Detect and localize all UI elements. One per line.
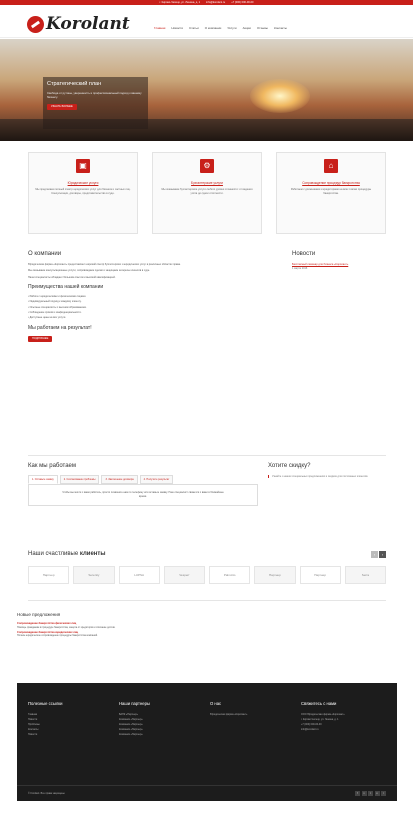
client-logo[interactable]: Serra [345,566,386,584]
carousel-arrows [371,551,386,558]
footer-col-partners [119,701,204,738]
phone-text: +7 (000) 000-00-00 [231,0,254,4]
partner-link[interactable]: Компания «Партнер» [119,717,143,721]
list-item: • Индивидуальный подход к каждому клиенту. [28,300,82,304]
building-icon: ⌂ [324,159,338,173]
about-section [28,250,258,342]
nav-item-promos[interactable]: Акции [242,26,251,30]
section-divider [28,455,386,456]
service-desc: Работаем с должниками и кредиторами на всех этапах процедуры банкротства. [290,188,372,195]
address-text: г. Кирово-Чепецк, ул. Ленина, д. 1 [159,0,201,4]
offer-text: Полное юридическое сопровождение процедуры банкротства компаний. [17,634,98,638]
tab-content: Чтобы мы могли с вами работать, просто позвоните нам по телефону или оставьте заявку. Наш специалист свяжется с вами в ближайшее время. [28,484,258,506]
gears-icon: ⚙ [200,159,214,173]
clients-title [28,550,105,558]
list-item: • Работа с юридическими и физическими лицами. [28,294,87,298]
news-title: Новости [292,251,316,257]
chevron-right-icon[interactable]: › [379,551,386,558]
partner-link[interactable]: Компания «Партнер» [119,722,143,726]
service-desc: Мы оказываем бухгалтерские услуги любого уровня сложности: от ведения учёта до сдачи отчётности. [161,188,253,195]
service-title[interactable]: Юридические услуги [67,181,99,185]
nav-item-contacts[interactable]: Контакты [273,26,287,30]
advantages-list [28,295,258,320]
about-paragraph: Наши специалисты обладают большим опытом и высокой квалификацией. [28,275,116,279]
how-we-work-section [28,462,258,506]
news-item-date: 1 марта 2016 [292,266,308,270]
list-item: • Соблюдение сроков и конфиденциальности. [28,311,82,315]
logo-text: Korolant [46,14,130,34]
footer-columns [28,701,386,738]
footer-col-contacts [301,701,386,738]
footer-col-title: Свяжитесь с нами [301,701,337,706]
advantages-title: Преимущества нашей компании [28,284,104,291]
service-card-bankruptcy[interactable] [276,152,386,234]
email-link[interactable]: info@korolant.ru [206,0,226,4]
logo[interactable] [27,13,130,36]
about-paragraph: Мы оказываем консультационные услуги, сопровождаем сделки и защищаем интересы клиентов в суде. [28,269,150,273]
service-card-legal[interactable] [28,152,138,234]
footer-link[interactable]: Проблемы [28,722,40,726]
vk-icon[interactable]: v [363,792,365,795]
briefcase-icon: ▣ [76,159,90,173]
list-item: • Опытные специалисты с высшим образованием. [28,305,87,309]
nav-item-about[interactable]: О компании [204,26,222,30]
news-sidebar [292,250,387,270]
hero-title: Стратегический план [47,81,102,87]
client-logo[interactable]: LUPSA [119,566,160,584]
clients-header [28,550,386,558]
about-title: О компании [28,251,62,257]
service-card-accounting[interactable] [152,152,262,234]
client-logo[interactable]: Партнер [28,566,69,584]
tab-step-1[interactable]: 1. Оставьте заявку [28,475,58,484]
nav-item-news[interactable]: Новости [171,26,184,30]
footer-bottom-bar [17,785,397,801]
nav-item-home[interactable]: Главная [154,26,166,30]
service-desc: Мы предлагаем полный спектр юридических услуг для бизнеса и частных лиц. Консультации, договоры, представительство в суде. [35,188,131,195]
copyright-text: © Korolant. Все права защищены [28,791,65,795]
nav-item-services[interactable]: Услуги [227,26,237,30]
hero-sun [250,79,310,113]
clients-title-b: клиенты [79,551,106,557]
clients-logos [28,566,386,584]
section-divider [28,600,386,601]
offer-title-link[interactable]: Сопровождение банкротства физических лиц [17,622,77,626]
contact-line: ООО Юридическая фирма «Королант» [301,712,345,716]
chevron-left-icon[interactable]: ‹ [371,551,378,558]
hero-more-button[interactable]: УЗНАТЬ БОЛЬШЕ [47,104,77,111]
footer-link[interactable]: Новости [28,732,38,736]
tab-step-3[interactable]: 3. Заключение договора [101,475,137,484]
footer-col-links [28,701,113,738]
client-logo[interactable]: Партнер [300,566,341,584]
twitter-icon[interactable]: t [368,791,373,796]
contact-line: +7 (000) 000-00-00 [301,722,322,726]
odnoklassniki-icon[interactable]: o [376,792,378,795]
nav-item-articles[interactable]: Статьи [189,26,199,30]
footer-link[interactable]: Контакты [28,727,39,731]
hero-banner [0,39,413,141]
footer-col-title: О нас [210,701,222,706]
partner-link[interactable]: Компания «Партнер» [119,727,143,731]
clients-section [28,550,386,584]
discount-text: Узнайте о наших специальных предложениях и скидках для постоянных клиентов. [268,475,386,478]
client-logo[interactable]: Партнер [254,566,295,584]
list-item: • Доступные цены на все услуги. [28,316,66,320]
clients-title-a: Наши счастливые [28,551,79,557]
facebook-icon[interactable]: f [355,791,360,796]
contact-line: г. Кирово-Чепецк, ул. Ленина, д. 1 [301,717,339,721]
offers-section [17,612,397,640]
offers-title: Новые предложения [17,612,61,617]
discount-section [268,462,386,478]
service-title[interactable]: Сопровождение процедур банкротства [302,181,360,185]
hero-text: Свобода от рутины, уверенность и профессиональный подход к вашему бизнесу. [47,91,142,100]
footer-about-text: Юридическая фирма «Королант» [210,712,248,716]
footer-col-title: Наши партнеры [119,701,150,706]
main-nav [154,26,287,30]
about-more-button[interactable]: ПОДРОБНЕЕ [28,336,52,343]
footer-link[interactable]: Главная [28,712,38,716]
service-title[interactable]: Бухгалтерские услуги [191,181,223,185]
site-footer [17,683,397,801]
partner-link[interactable]: БАНК «Партнер» [119,712,138,716]
how-title: Как мы работаем [28,463,77,469]
discount-title: Хотите скидку? [268,463,311,469]
client-logo[interactable]: Palmcito [209,566,250,584]
footer-col-title: Полезные ссылки [28,701,63,706]
partner-link[interactable]: Компания «Партнер» [119,732,143,736]
rss-icon[interactable]: r [381,791,386,796]
social-links [355,791,386,796]
about-paragraph: Юридическая фирма «Королант» предоставляет широкий спектр бухгалтерских и юридических услуг в различных областях права. [28,263,181,267]
tab-step-4[interactable]: 4. Получите результат [140,475,174,484]
how-tabs [28,475,258,484]
nav-item-reviews[interactable]: Отзывы [256,26,268,30]
footer-link[interactable]: Новости [28,717,38,721]
results-title: Мы работаем на результат! [28,324,92,331]
hero-caption [43,77,148,129]
footer-col-about [210,701,295,738]
offer-title-link[interactable]: Сопровождение банкротства юридических лиц [17,630,79,634]
services-row [28,152,386,234]
site-header [0,5,413,38]
tab-step-2[interactable]: 2. Согласование проблемы [60,475,100,484]
client-logo[interactable]: Serenity [73,566,114,584]
news-item-link[interactable]: Бесплатный семинар для бизнеса «Королант» [292,263,349,267]
contact-email[interactable]: info@korolant.ru [301,727,319,731]
client-logo[interactable]: Vesperr [164,566,205,584]
offer-text: Помощь гражданам в процедуре банкротства, защита от кредиторов и списание долгов. [17,625,116,629]
logo-mark-icon [27,16,44,33]
